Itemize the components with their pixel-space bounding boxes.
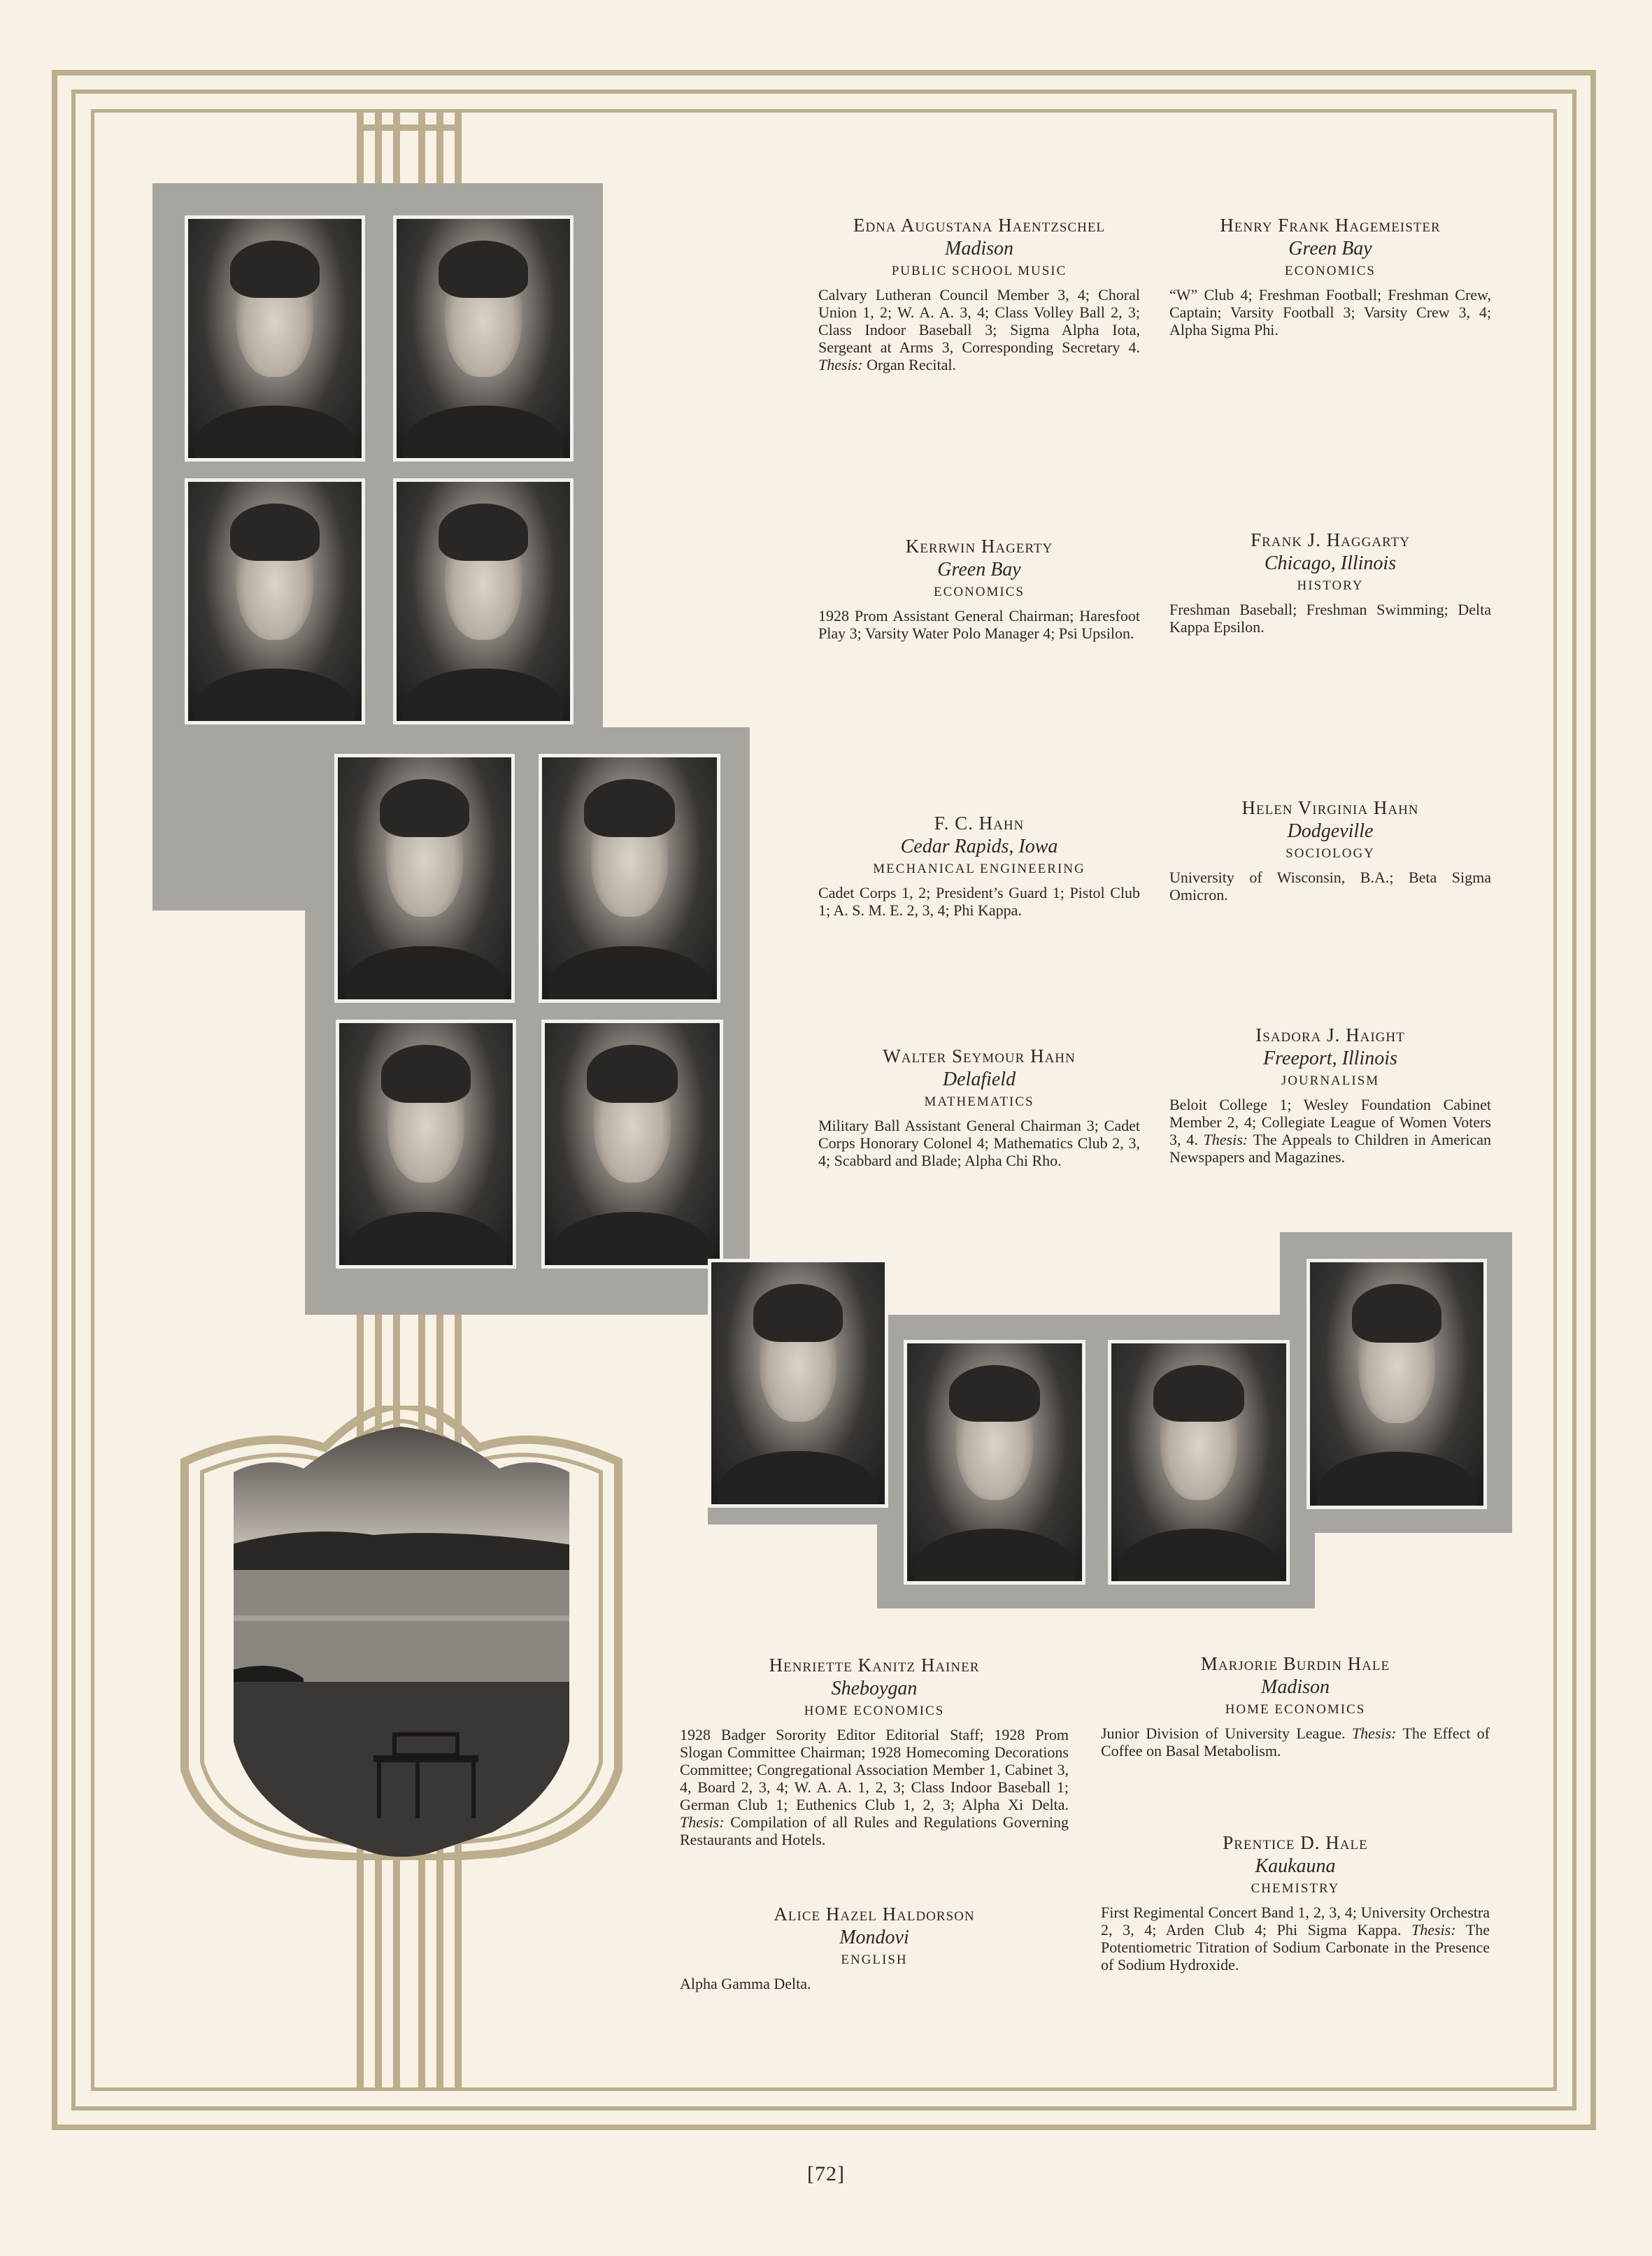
student-name: Alice Hazel Haldorson	[774, 1904, 975, 1925]
student-hometown: Chicago, Illinois	[1264, 552, 1397, 574]
entry-helen-hahn	[1169, 796, 1491, 904]
student-major: ECONOMICS	[934, 585, 1025, 599]
student-activities: 1928 Prom Assistant General Chairman; Haresfoot Play 3; Varsity Water Polo Manager 4; Psi Upsilon.	[818, 607, 1140, 642]
entry-hainer	[680, 1653, 1069, 1848]
student-hometown: Green Bay	[937, 559, 1021, 580]
entry-walter-hahn	[818, 1044, 1140, 1169]
student-name: Helen Virginia Hahn	[1241, 797, 1419, 818]
student-name: Henriette Kanitz Hainer	[769, 1655, 980, 1676]
student-major: HISTORY	[1297, 578, 1364, 593]
entry-haight	[1169, 1023, 1491, 1166]
portrait-haldorson	[1108, 1340, 1290, 1585]
entry-hagerty	[818, 534, 1140, 642]
student-name: Frank J. Haggarty	[1251, 529, 1410, 550]
student-major: MATHEMATICS	[924, 1094, 1034, 1109]
student-activities: Beloit College 1; Wesley Foundation Cabinet Member 2, 4; Collegiate League of Women Voters 3, 4. Thesis: The Appeals to Children in American Newspapers and Magazines.	[1169, 1096, 1492, 1166]
portrait-fc-hahn	[334, 754, 515, 1003]
student-major: HOME ECONOMICS	[804, 1704, 945, 1718]
student-name: Henry Frank Hagemeister	[1220, 215, 1441, 236]
student-hometown: Sheboygan	[831, 1678, 918, 1699]
lake-scene-illustration	[164, 1406, 639, 1860]
student-hometown: Cedar Rapids, Iowa	[900, 836, 1058, 857]
student-name: Edna Augustana Haentzschel	[853, 215, 1106, 236]
student-name: Marjorie Burdin Hale	[1200, 1653, 1390, 1674]
portrait-hainer	[708, 1259, 888, 1508]
portrait-prentice-hale	[1306, 1259, 1487, 1509]
entry-prentice-hale	[1101, 1831, 1490, 1973]
student-major: MECHANICAL ENGINEERING	[873, 862, 1085, 876]
student-hometown: Madison	[1261, 1676, 1330, 1698]
student-activities: 1928 Badger Sorority Editor Editorial Staff; 1928 Prom Slogan Committee Chairman; 1928 Homecoming Decorations Committee; Congregational Association Member 1, Cabinet 3, 4, Board 2, 3, 4; W. A. A. 1, 2, 3; Class Indoor Baseball 1; German Club 1; Euthenics Club 1, 2, 3; Alpha Xi Delta. Thesis: Compilation of all Rules and Regulations Governing Restaurants and Hotels.	[680, 1726, 1069, 1848]
portrait-helen-hahn	[539, 754, 720, 1003]
page-number: [72]	[807, 2162, 845, 2185]
portrait-haight	[541, 1020, 723, 1269]
student-major: HOME ECONOMICS	[1225, 1702, 1366, 1717]
entry-haggarty	[1169, 528, 1491, 636]
portrait-haentzschel	[185, 215, 365, 462]
portrait-hagemeister	[393, 215, 574, 462]
portrait-marjorie-hale	[904, 1340, 1085, 1585]
student-hometown: Green Bay	[1288, 238, 1372, 259]
student-hometown: Mondovi	[839, 1927, 909, 1948]
student-activities: First Regimental Concert Band 1, 2, 3, 4; University Orchestra 2, 3, 4; Arden Club 4; Phi Sigma Kappa. Thesis: The Potentiometric Titration of Sodium Carbonate in the Presence of Sodium Hydroxide.	[1101, 1904, 1490, 1973]
student-name: Kerrwin Hagerty	[905, 536, 1053, 557]
student-major: ENGLISH	[841, 1952, 908, 1967]
student-activities: Calvary Lutheran Council Member 3, 4; Choral Union 1, 2; W. A. A. 3, 4; Class Volley Ball 2, 3; Class Indoor Baseball 3; Sigma Alpha Iota, Sergeant at Arms 3, Corresponding Secretary 4. Thesis: Organ Recital.	[818, 286, 1140, 373]
student-name: Isadora J. Haight	[1255, 1025, 1405, 1045]
entry-haentzschel	[818, 213, 1140, 373]
student-major: JOURNALISM	[1281, 1073, 1380, 1088]
student-activities: Freshman Baseball; Freshman Swimming; Delta Kappa Epsilon.	[1169, 601, 1491, 636]
student-name: Walter Seymour Hahn	[883, 1045, 1076, 1066]
portrait-hagerty	[185, 478, 365, 724]
student-major: PUBLIC SCHOOL MUSIC	[891, 264, 1067, 278]
rail-crossbar	[357, 124, 462, 131]
student-name: Prentice D. Hale	[1223, 1832, 1368, 1853]
student-activities: Military Ball Assistant General Chairman 3; Cadet Corps Honorary Colonel 4; Mathematics Club 2, 3, 4; Scabbard and Blade; Alpha Chi Rho.	[818, 1117, 1140, 1169]
student-activities: Alpha Gamma Delta.	[680, 1975, 811, 1992]
entry-marjorie-hale	[1101, 1652, 1490, 1759]
student-activities: Cadet Corps 1, 2; President’s Guard 1; Pistol Club 1; A. S. M. E. 2, 3, 4; Phi Kappa.	[818, 884, 1140, 919]
student-major: CHEMISTRY	[1251, 1881, 1340, 1896]
student-hometown: Freeport, Illinois	[1263, 1048, 1397, 1069]
student-activities: “W” Club 4; Freshman Football; Freshman Crew, Captain; Varsity Football 3; Varsity Crew 3, 4; Alpha Sigma Phi.	[1169, 286, 1491, 338]
student-hometown: Dodgeville	[1287, 820, 1374, 842]
portrait-haggarty	[393, 478, 574, 724]
student-name: F. C. Hahn	[934, 813, 1025, 834]
portrait-walter-hahn	[336, 1020, 516, 1269]
student-hometown: Madison	[945, 238, 1013, 259]
student-major: ECONOMICS	[1285, 264, 1376, 278]
entry-hagemeister	[1169, 213, 1491, 338]
student-hometown: Delafield	[942, 1069, 1016, 1090]
student-major: SOCIOLOGY	[1286, 846, 1375, 861]
entry-fc-hahn	[818, 811, 1140, 919]
student-activities: University of Wisconsin, B.A.; Beta Sigma Omicron.	[1169, 869, 1491, 904]
student-hometown: Kaukauna	[1255, 1855, 1336, 1877]
entry-haldorson	[680, 1902, 1069, 1992]
student-activities: Junior Division of University League. Thesis: The Effect of Coffee on Basal Metabolism.	[1101, 1725, 1490, 1759]
